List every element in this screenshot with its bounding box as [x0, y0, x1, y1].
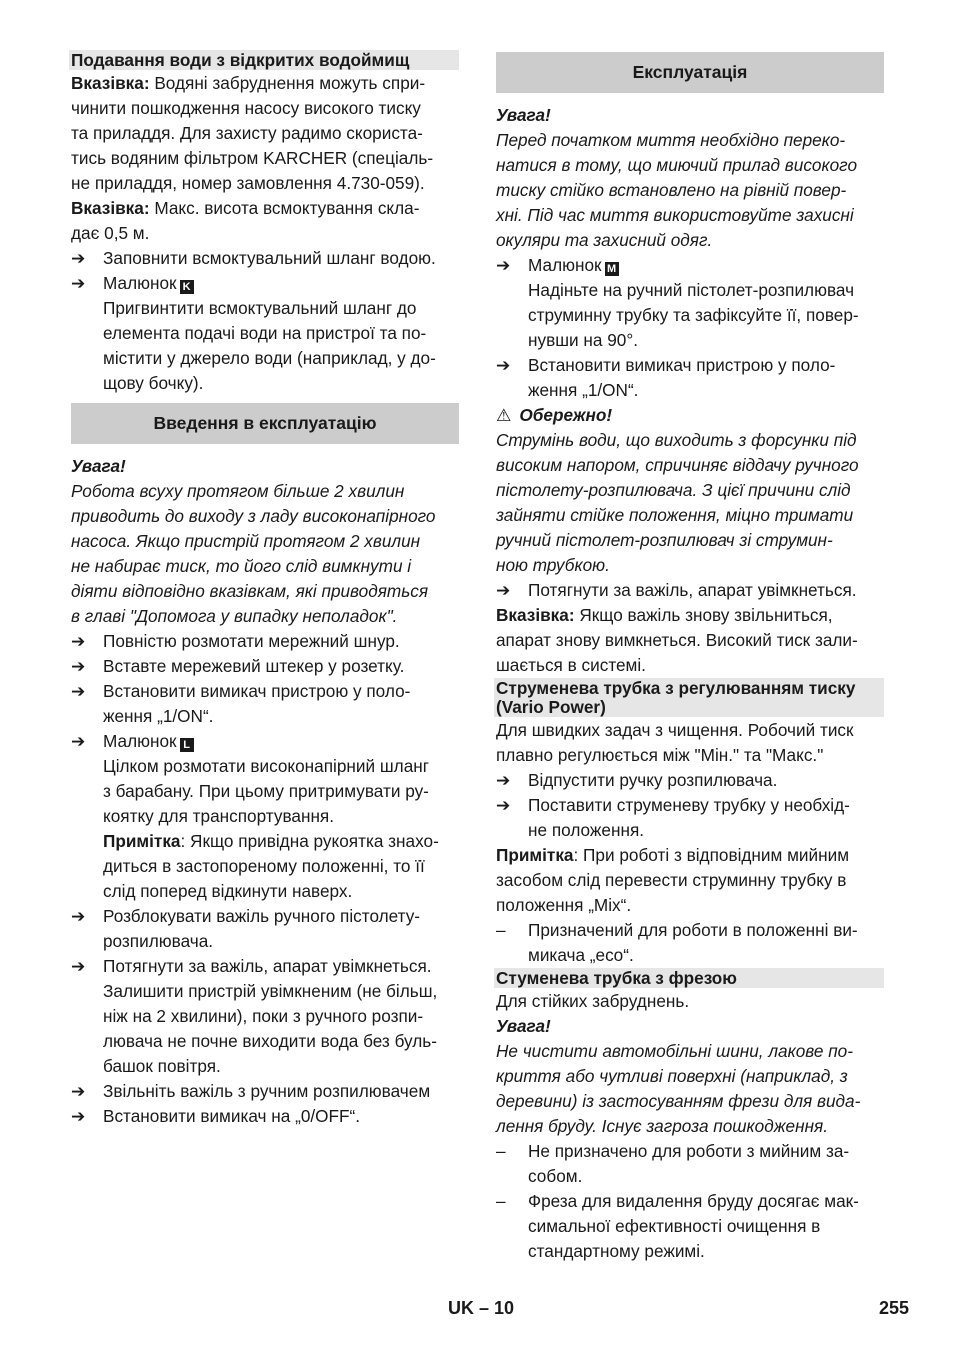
arrow-icon: ➔ [71, 957, 86, 976]
page-number: 255 [879, 1298, 910, 1318]
note-suction-height: Вказівка: Макс. висота всмоктування скла- [71, 198, 420, 218]
step-plug-in: ➔ Вставте мережевий штекер у розетку. [71, 654, 459, 679]
footer-section-label: UK – 10 [448, 1298, 515, 1318]
note-lever-release: Вказівка: Якщо важіль знову звільниться, [496, 605, 833, 625]
figure-m-icon: M [605, 262, 619, 276]
section-heading-commissioning: Введення в експлуатацію [71, 403, 459, 444]
step-figure-l: ➔ Малюнок L [71, 729, 459, 754]
arrow-icon: ➔ [71, 632, 86, 651]
step-switch-on: ➔ Встановити вимикач пристрою у поло- [496, 353, 884, 378]
caution-label: Увага! [496, 1016, 551, 1036]
arrow-icon: ➔ [71, 657, 86, 676]
step-set-position: ➔ Поставити струменеву трубку у необхід- [496, 793, 884, 818]
arrow-icon: ➔ [71, 682, 86, 701]
figure-k-icon: K [180, 280, 194, 294]
step-release-lever: ➔ Звільніть важіль з ручним розпилювачем [71, 1079, 459, 1104]
arrow-icon: ➔ [496, 771, 511, 790]
step-pull-lever: ➔ Потягнути за важіль, апарат увімкнеться. [71, 954, 459, 979]
step-unwind-cord: ➔ Повністю розмотати мережний шнур. [71, 629, 459, 654]
list-item: – Фреза для видалення бруду досягає мак- [496, 1189, 884, 1214]
note-mix: Примітка: При роботі з відповідним мийним [496, 845, 850, 865]
section-heading-dirt-blaster: Стуменева трубка з фрезою [494, 968, 884, 988]
figure-l-icon: L [180, 738, 194, 752]
left-column: Подавання води з відкритих водоймищ Вказівка: Водяні забруднення можуть спри- чинити пошкодження насосу високого тиску та приладдя. Для захисту радимо скориста- тись водяним фільтром KARCHER (спеціаль- не приладдя, номер замовлення 4.730-059). Вказівка: Макс. висота всмоктування скла- дає 0,5 м. ➔ Заповнити всмоктувальний шланг водою. ➔ Малюнок K Пригвинтити всмоктувальний шланг до елемента подачі води на пристрої та по- містити у джерело води (наприклад, у до- щову бочку). Введення в експлуатацію Увага! Робота всуху протягом більше 2 хвилин приводить до виходу з ладу високонапірного насоса. Якщо пристрій протягом 2 хвилин не набирає тиск, то його слід вимкнути і діяти відповідно вказівкам, які приводяться в главі "Допомога у випадку неполадок". ➔ Повністю розмотати мережний шнур. ➔ Вставте мережевий штекер у розетку. ➔ Встановити вимикач пристрою у поло- ження „1/ON“. ➔ Малюнок L Цілком розмотати високонапірний шланг з барабану. При цьому притримувати ру- коятку для транспортування. Примітка: Якщо привідна рукоятка знахо- диться в застопореному положенні, то її слід поперед відкинути наверх. ➔ Розблокувати важіль ручного пістолету- розпилювача. ➔ Потягнути за важіль, апарат увімкнеться. Залишити пристрій увімкненим (не більш, ніж на 2 хвилини), поки з ручного розпи- лювача не почне виходити вода без буль- башок повітря. ➔ Звільніть важіль з ручним розпилювачем ➔ Встановити вимикач на „0/OFF“. [71, 50, 459, 1129]
note-water-impurities: Вказівка: Водяні забруднення можуть спри- [71, 73, 426, 93]
arrow-icon: ➔ [71, 249, 86, 268]
arrow-icon: ➔ [496, 256, 511, 275]
step-figure-m: ➔ Малюнок M [496, 253, 884, 278]
arrow-icon: ➔ [496, 356, 511, 375]
arrow-icon: ➔ [71, 274, 86, 293]
step-fill-hose: ➔ Заповнити всмоктувальний шланг водою. [71, 246, 459, 271]
section-heading-operation: Експлуатація [496, 52, 884, 93]
section-heading-vario-power: Струменева трубка з регулюванням тиску (Vario Power) [494, 678, 884, 717]
step-release-handle: ➔ Відпустити ручку розпилювача. [496, 768, 884, 793]
step-pull-lever: ➔ Потягнути за важіль, апарат увімкнеться. [496, 578, 884, 603]
step-figure-k: ➔ Малюнок K [71, 271, 459, 296]
arrow-icon: ➔ [71, 1107, 86, 1126]
list-item: – Не призначено для роботи з мийним за- [496, 1139, 884, 1164]
arrow-icon: ➔ [71, 732, 86, 751]
dash-marker: – [496, 920, 506, 940]
dash-marker: – [496, 1141, 506, 1161]
arrow-icon: ➔ [71, 907, 86, 926]
list-item: – Призначений для роботи в положенні ви- [496, 918, 884, 943]
section-heading-open-water: Подавання води з відкритих водоймищ [69, 50, 459, 70]
arrow-icon: ➔ [496, 796, 511, 815]
warning-icon: ⚠ [496, 405, 512, 425]
arrow-icon: ➔ [496, 581, 511, 600]
right-column: Експлуатація Увага! Перед початком миття необхідно переко- натися в тому, що миючий прилад високого тиску стійко встановлено на рівній повер- хні. Під час миття використовуйте захисні окуляри та захисний одяг. ➔ Малюнок M Надіньте на ручний пістолет-розпилювач струминну трубку та зафіксуйте її, повер- нувши на 90°. ➔ Встановити вимикач пристрою у поло- ження „1/ON“. ⚠ Обережно! Струмінь води, що виходить з форсунки під високим напором, спричиняє віддачу ручного пістолету-розпилювача. З цієї причини слід зайняти стійке положення, міцно тримати ручний пістолет-розпилювач зі струмин- ною трубкою. ➔ Потягнути за важіль, апарат увімкнеться. Вказівка: Якщо важіль знову звільниться, апарат знову вимкнеться. Високий тиск зали- шається в системі. Струменева трубка з регулюванням тиску (Vario Power) Для швидких задач з чищення. Робочий тиск плавно регулюється між "Мін." та "Макс." ➔ Відпустити ручку розпилювача. ➔ Поставити струменеву трубку у необхід- не положення. Примітка: При роботі з відповідним мийним засобом слід перевести струминну трубку в положення „Mix“. – Призначений для роботи в положенні ви- микача „eco“. Стуменева трубка з фрезою Для стійких забруднень. Увага! Не чистити автомобільні шини, лакове по- криття або чутливі поверхні (наприклад, з деревини) із застосуванням фрези для вида- лення бруду. Існує загроза пошкодження. – Не призначено для роботи з мийним за- собом. – Фреза для видалення бруду досягає мак- симальної ефективності очищення в стандартному режимі. [496, 50, 884, 1264]
caution-label: Увага! [496, 105, 551, 125]
step-switch-on: ➔ Встановити вимикач пристрою у поло- [71, 679, 459, 704]
caution-label: Увага! [71, 456, 126, 476]
warning-heading: ⚠ Обережно! [496, 403, 884, 428]
arrow-icon: ➔ [71, 1082, 86, 1101]
step-unlock-lever: ➔ Розблокувати важіль ручного пістолету- [71, 904, 459, 929]
dash-marker: – [496, 1191, 506, 1211]
step-switch-off: ➔ Встановити вимикач на „0/OFF“. [71, 1104, 459, 1129]
